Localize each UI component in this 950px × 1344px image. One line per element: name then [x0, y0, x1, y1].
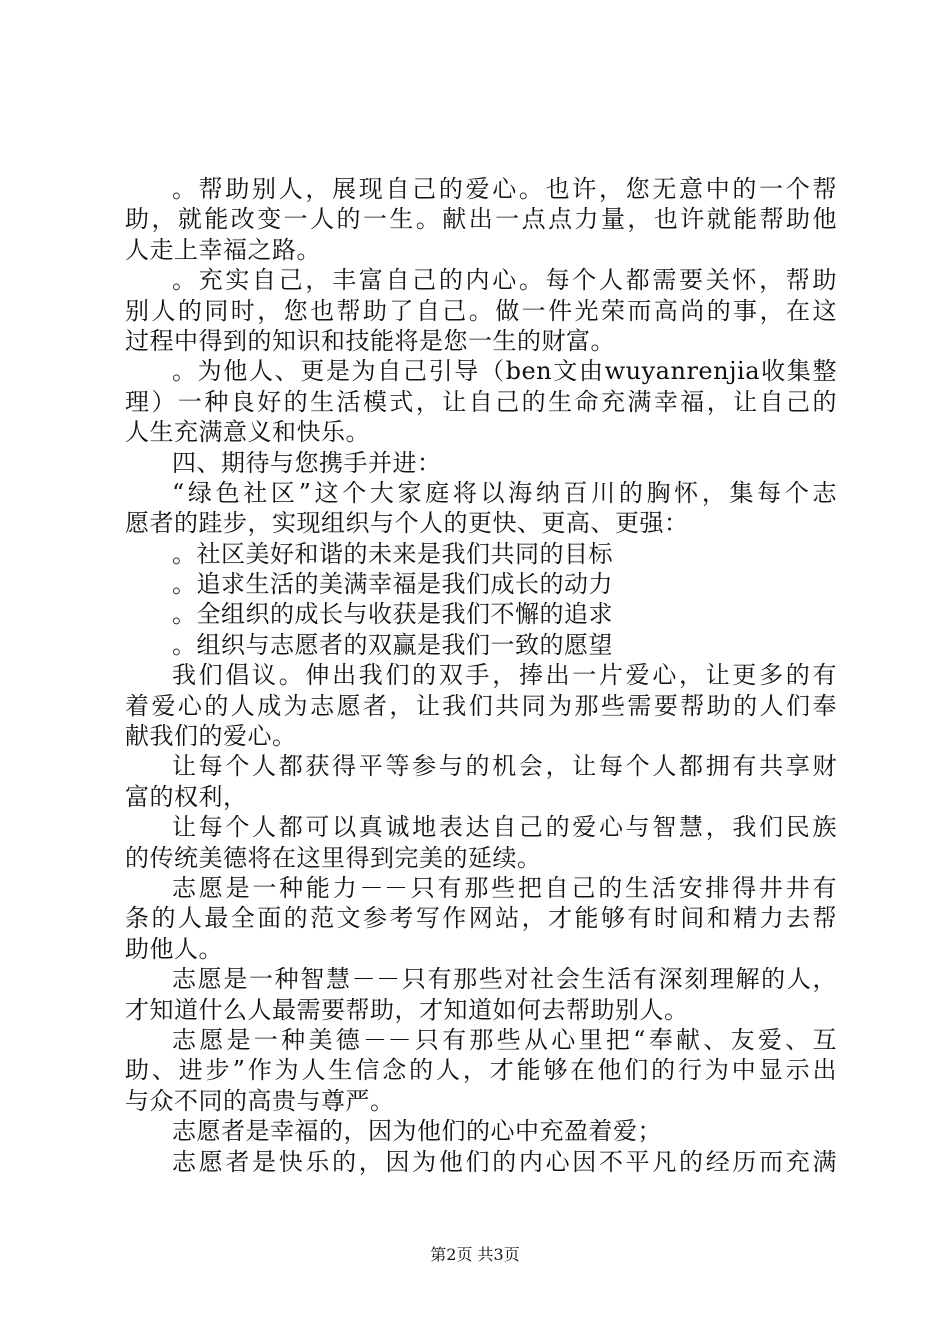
text-line: 富的权利， [125, 782, 248, 811]
text-line: 助他人。 [125, 934, 223, 963]
text-line: 人走上幸福之路。 [125, 235, 321, 264]
text-line: 四、期待与您携手并进： [172, 448, 442, 477]
text-line: 别人的同时，您也帮助了自己。做一件光荣而高尚的事，在这 [125, 296, 837, 325]
page-footer: 第2页 共3页 [430, 1245, 520, 1264]
text-line: 理）一种良好的生活模式，让自己的生命充满幸福，让自己的 [125, 387, 837, 416]
text-line: 志愿是一种能力－－只有那些把自己的生活安排得井井有 [172, 873, 837, 902]
text-line: 志愿者是快乐的，因为他们的内心因不平凡的经历而充满 [172, 1147, 837, 1176]
text-line: 与众不同的高贵与尊严。 [125, 1086, 395, 1115]
document-body [125, 174, 837, 1177]
text-line: 条的人最全面的范文参考写作网站，才能够有时间和精力去帮 [125, 904, 837, 933]
text-line: 志愿者是幸福的，因为他们的心中充盈着爱； [172, 1117, 662, 1146]
text-line: 助、进步”作为人生信念的人，才能够在他们的行为中显示出 [125, 1056, 837, 1085]
text-line: 。社区美好和谐的未来是我们共同的目标 [172, 539, 613, 568]
text-line: 。全组织的成长与收获是我们不懈的追求 [172, 600, 613, 629]
text-line: 。帮助别人，展现自己的爱心。也许，您无意中的一个帮 [172, 175, 837, 203]
text-line: 过程中得到的知识和技能将是您一生的财富。 [125, 326, 615, 355]
text-line: 让每个人都获得平等参与的机会，让每个人都拥有共享财 [172, 752, 837, 781]
text-line: 让每个人都可以真诚地表达自己的爱心与智慧，我们民族 [172, 813, 837, 842]
text-line: 献我们的爱心。 [125, 722, 297, 751]
text-line: 志愿是一种美德－－只有那些从心里把“奉献、友爱、互 [172, 1025, 837, 1054]
text-line: “绿色社区”这个大家庭将以海纳百川的胸怀，集每个志 [172, 478, 837, 507]
text-line: 志愿是一种智慧－－只有那些对社会生活有深刻理解的人， [172, 965, 837, 994]
text-line: 人生充满意义和快乐。 [125, 418, 370, 447]
text-line: 助，就能改变一人的一生。献出一点点力量，也许就能帮助他 [125, 205, 837, 234]
text-line: 我们倡议。伸出我们的双手，捧出一片爱心，让更多的有 [172, 661, 837, 690]
text-line: 着爱心的人成为志愿者，让我们共同为那些需要帮助的人们奉 [125, 691, 837, 720]
text-line: 。追求生活的美满幸福是我们成长的动力 [172, 570, 613, 599]
text-line: 。为他人、更是为自己引导（ben文由wuyanrenjia收集整 [172, 357, 837, 386]
text-line: 。组织与志愿者的双赢是我们一致的愿望 [172, 630, 613, 659]
text-line: 才知道什么人最需要帮助，才知道如何去帮助别人。 [125, 995, 689, 1024]
text-line: 的传统美德将在这里得到完美的延续。 [125, 843, 542, 872]
text-line: 愿者的跬步，实现组织与个人的更快、更高、更强： [125, 509, 689, 538]
text-line: 。充实自己，丰富自己的内心。每个人都需要关怀，帮助 [172, 266, 837, 295]
